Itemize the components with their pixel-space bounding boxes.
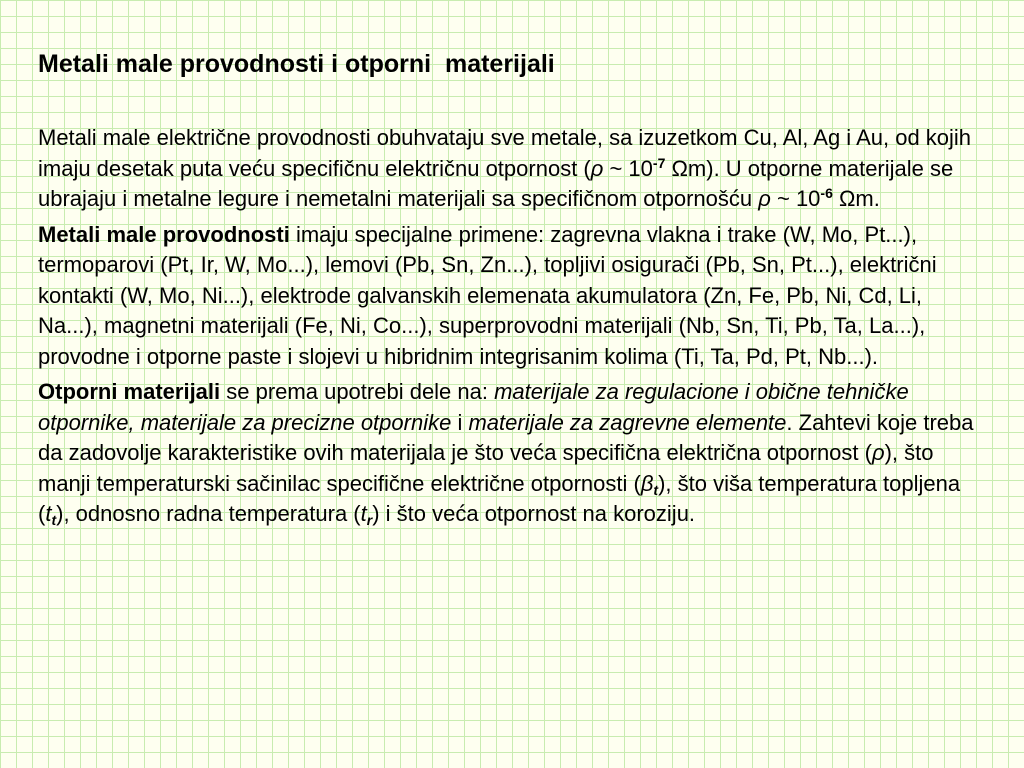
rho-symbol-3: ρ bbox=[871, 440, 885, 465]
p3-text-6: ), odnosno radna temperatura ( bbox=[56, 501, 361, 526]
p1-text-5: Ωm. bbox=[832, 186, 880, 211]
p1-text-4: ~ 10 bbox=[770, 186, 821, 211]
paragraph-applications bbox=[38, 220, 983, 373]
p3-bold-lead: Otporni materijali bbox=[38, 379, 221, 404]
p3-italic-1: materijale za regulacione i obične tehničke otpornike, materijale za precizne otpornike bbox=[38, 379, 909, 435]
rho-symbol: ρ bbox=[590, 155, 604, 181]
p3-text-2: i bbox=[451, 409, 469, 435]
beta-subscript: t bbox=[653, 481, 659, 498]
melting-temp-subscript: t bbox=[51, 512, 57, 528]
p3-text-5: ), što viša temperatura topljena ( bbox=[38, 470, 961, 526]
p3-italic-2: materijale za zagrevne elemente bbox=[468, 409, 787, 435]
p3-text-4: ), što manji temperaturski sačinilac specifične električne otpornosti ( bbox=[38, 440, 934, 496]
paragraph-resistive bbox=[38, 377, 983, 530]
slide-title: Metali male provodnosti i otporni materijali bbox=[38, 50, 555, 78]
working-temp-subscript: r bbox=[366, 512, 373, 528]
p3-text-7: ) i što veća otpornost na koroziju. bbox=[372, 501, 696, 526]
p2-bold-lead: Metali male provodnosti bbox=[38, 221, 290, 247]
p1-text-1: Metali male električne provodnosti obuhvataju sve metale, sa izuzetkom Cu, Al, Ag i Au, od kojih imaju desetak puta veću specifičnu električnu otpornost ( bbox=[38, 125, 972, 181]
working-temp-symbol: t bbox=[360, 501, 367, 526]
melting-temp-symbol: t bbox=[45, 501, 52, 526]
beta-symbol: β bbox=[640, 470, 654, 496]
p3-text-3: . Zahtevi koje treba da zadovolje karakteristike ovih materijala je što veća specifična električna otpornost ( bbox=[38, 409, 974, 465]
rho-symbol-2: ρ bbox=[758, 186, 771, 211]
p1-text-3: Ωm). U otporne materijale se ubrajaju i metalne legure i nemetalni materijali sa specifičnom otpornošću bbox=[38, 155, 954, 211]
p2-text: imaju specijalne primene: zagrevna vlakna i trake (W, Mo, Pt...), termoparovi (Pt, Ir, W, Mo...), lemovi (Pb, Sn, Zn...), topljivi osigurači (Pb, Sn, Pt...), električni kontakti (W, Mo, Ni...), elektrode galvanskih elemenata akumulatora (Zn, Fe, Pb, Ni, Cd, Li, Na...), magnetni materijali (Fe, Ni, Co...), superprovodni materijali (Nb, Sn, Ti, Pb, Ta, La...), provodne i otporne paste i slojevi u hibridnim integrisanim kolima (Ti, Ta, Pd, Pt, Nb...). bbox=[38, 221, 937, 369]
p1-text-2: ~ 10 bbox=[603, 155, 653, 181]
p3-text-1: se prema upotrebi dele na: bbox=[220, 379, 495, 404]
slide-body bbox=[38, 123, 983, 535]
paragraph-intro bbox=[38, 123, 983, 215]
exponent-minus-6: -6 bbox=[820, 185, 833, 201]
exponent-minus-7: -7 bbox=[652, 154, 666, 171]
